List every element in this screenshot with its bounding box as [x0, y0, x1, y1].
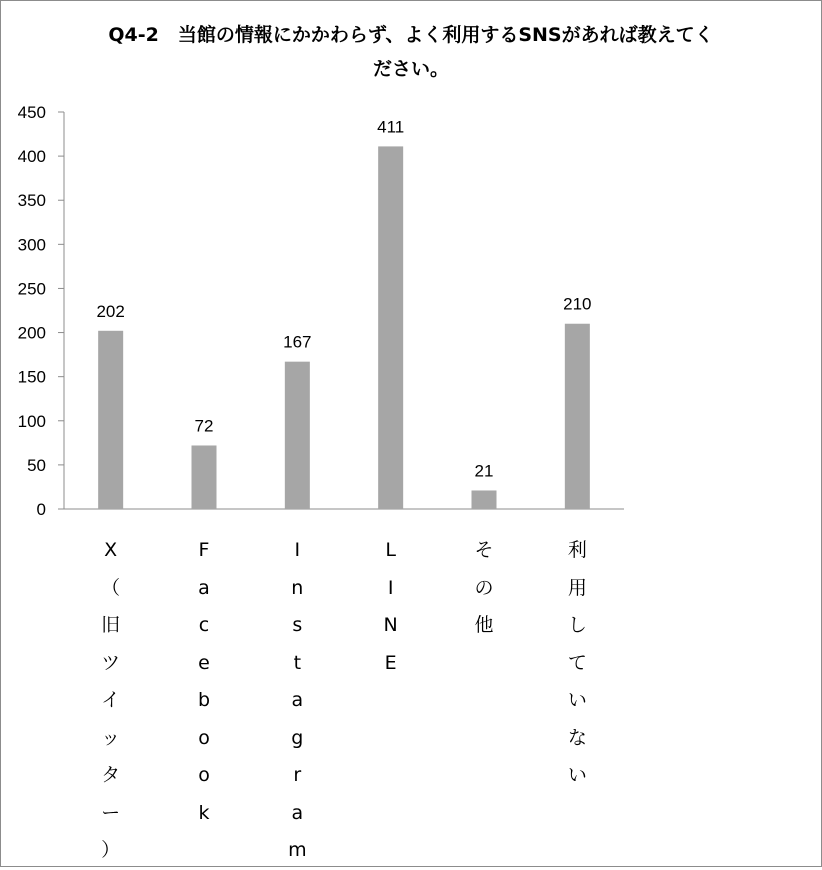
y-tick-label: 450: [17, 103, 46, 122]
category-label: L I N E: [383, 539, 398, 674]
y-tick-label: 350: [17, 191, 46, 211]
data-label: 411: [377, 117, 405, 137]
bar: [565, 324, 590, 509]
chart-title-line-1: Q4-2 当館の情報にかかわらず、よく利用するSNSがあれば教えてく: [108, 24, 714, 46]
category-label: I n s t a g r a m: [288, 539, 307, 861]
y-tick-label: 400: [17, 147, 46, 167]
y-tick-label: 200: [17, 323, 46, 343]
bar: [285, 362, 310, 509]
category-label: F a c e b o o k: [197, 539, 211, 824]
bar: [472, 490, 497, 509]
bar: [378, 146, 403, 509]
y-tick-label: 150: [17, 367, 46, 387]
y-tick-label: 250: [17, 279, 46, 299]
data-label: 210: [563, 294, 592, 314]
bar: [192, 445, 217, 509]
data-label: 72: [194, 416, 214, 436]
y-tick-label: 300: [17, 235, 46, 255]
category-label: 利 用 し て い な い: [567, 539, 587, 786]
category-label: そ の 他: [474, 539, 494, 636]
data-label: 167: [283, 332, 312, 352]
category-label: X （ 旧 ツ イ ッ タ ー ）: [101, 539, 121, 861]
data-label: 21: [474, 461, 494, 481]
chart-title-line-2: ださい。: [372, 58, 449, 80]
y-tick-label: 100: [17, 411, 46, 431]
bar: [98, 331, 123, 509]
y-tick-label: 50: [27, 455, 46, 475]
y-tick-label: 0: [36, 500, 46, 519]
data-label: 202: [96, 301, 125, 321]
